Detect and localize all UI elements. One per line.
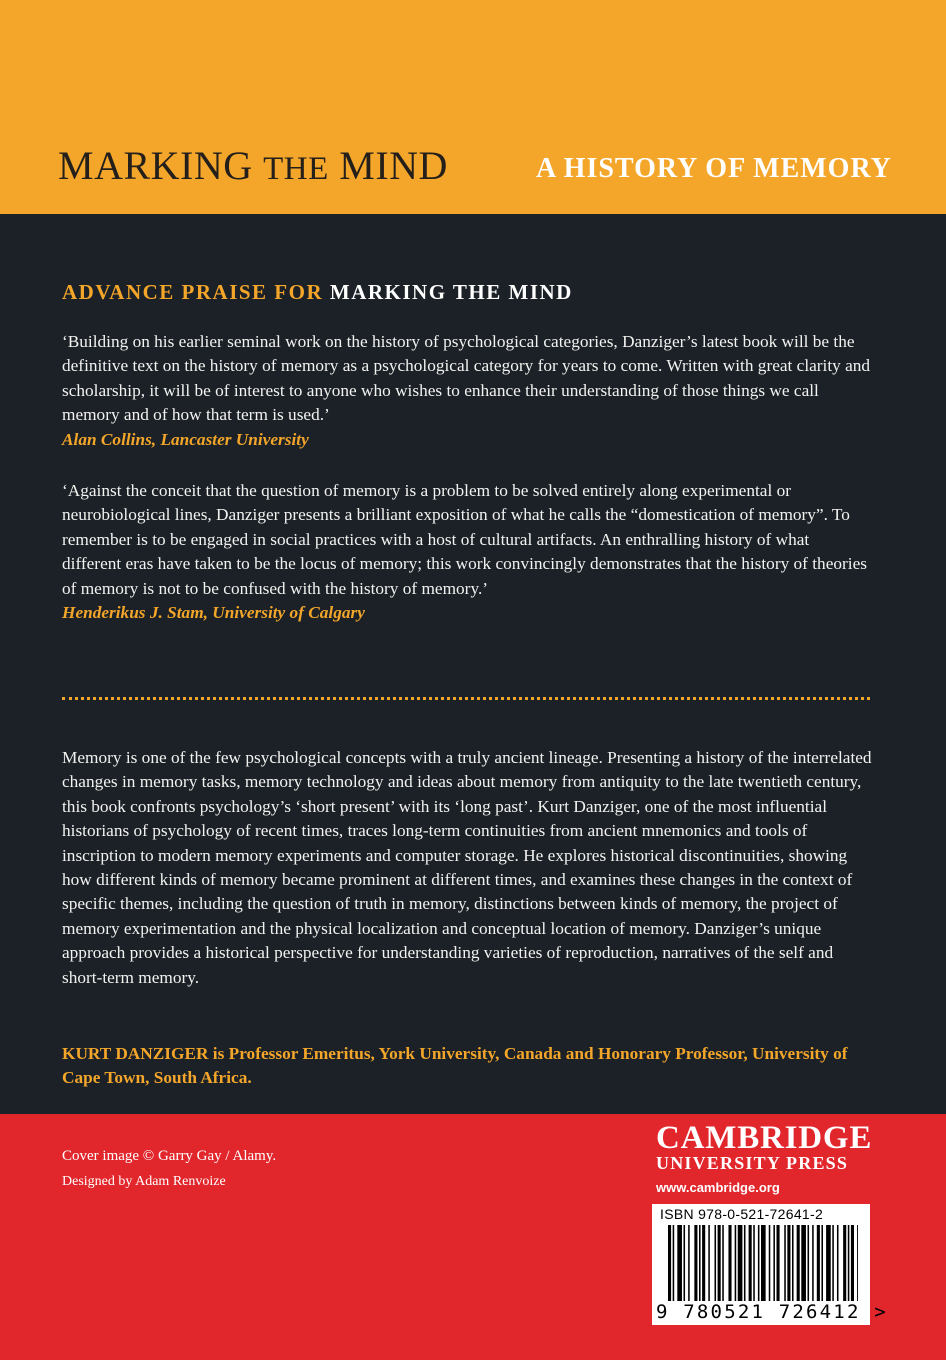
book-title xyxy=(58,142,892,189)
barcode-bar xyxy=(694,1225,697,1301)
barcode-bar xyxy=(668,1225,671,1301)
barcode-bar xyxy=(843,1225,846,1301)
barcode-bar xyxy=(797,1225,800,1301)
designer-credit: Designed by Adam Renvoize xyxy=(62,1174,226,1189)
barcode-bar xyxy=(826,1225,831,1301)
title-the: THE xyxy=(263,151,329,187)
barcode-bar xyxy=(684,1225,686,1301)
barcode-bar xyxy=(812,1225,814,1301)
barcode-bar xyxy=(673,1225,675,1301)
barcode-bar xyxy=(792,1225,794,1301)
barcode-bars xyxy=(668,1225,858,1301)
quote-text: ‘Building on his earlier seminal work on the history of psychological categories, Danziger’s latest book will be the definitive text on the history of memory as a psychological category for years to come. Written with great clarity and scholarship, it will be of interest to anyone who wishes to enhance their understanding of those things we call memory and of how that term is used.’ xyxy=(62,332,871,425)
barcode-bar xyxy=(837,1225,839,1301)
barcode-bar xyxy=(848,1225,850,1301)
barcode-bar xyxy=(744,1225,746,1301)
barcode-bar xyxy=(699,1225,701,1301)
barcode-bar xyxy=(702,1225,705,1301)
quote-attribution: Alan Collins, Lancaster University xyxy=(62,429,309,449)
title-main: MARKING THE MIND xyxy=(58,143,448,188)
barcode-bar xyxy=(735,1225,737,1301)
ean-digits: 9 780521 726412 > xyxy=(656,1301,888,1323)
barcode-bar xyxy=(769,1225,771,1301)
praise-heading-book: MARKING THE MIND xyxy=(329,280,573,304)
barcode-bar xyxy=(688,1225,690,1301)
publisher-name: CAMBRIDGE xyxy=(656,1120,873,1156)
publisher-subname: UNIVERSITY PRESS xyxy=(656,1153,849,1173)
book-subtitle: A HISTORY OF MEMORY xyxy=(536,153,892,184)
barcode-bar xyxy=(801,1225,806,1301)
praise-quote-2 xyxy=(62,479,872,625)
barcode-bar xyxy=(715,1225,717,1301)
quote-attribution: Henderikus J. Stam, University of Calgary xyxy=(62,603,365,623)
barcode-bar xyxy=(677,1225,682,1301)
barcode-bar xyxy=(821,1225,823,1301)
cover-image-credit: Cover image © Garry Gay / Alamy. xyxy=(62,1148,277,1164)
barcode-bar xyxy=(753,1225,755,1301)
barcode-bar xyxy=(758,1225,760,1301)
author-bio: KURT DANZIGER is Professor Emeritus, York University, Canada and Honorary Professor, University of Cape Town, South Africa. xyxy=(62,1044,848,1088)
praise-heading xyxy=(62,280,573,305)
quote-text: ‘Against the conceit that the question of memory is a problem to be solved entirely along experimental or neurobiological lines, Danziger presents a brilliant exposition of what he calls the “domestication of memory”. To remember is to be engaged in social practices with a host of cultural artifacts. An enthralling history of what different eras have taken to be the locus of memory; this work convincingly demonstrates that the history of theories of memory is not to be confused with the history of memory.’ xyxy=(62,481,867,598)
barcode-bar xyxy=(817,1225,820,1301)
barcode-bar xyxy=(722,1225,724,1301)
isbn-label: ISBN 978-0-521-72641-2 xyxy=(660,1206,824,1222)
barcode-bar xyxy=(808,1225,810,1301)
barcode-bar xyxy=(832,1225,834,1301)
barcode-bar xyxy=(728,1225,731,1301)
barcode-bar xyxy=(773,1225,775,1301)
publisher-url: www.cambridge.org xyxy=(656,1180,780,1195)
barcode-bar xyxy=(857,1225,858,1301)
barcode-bar xyxy=(777,1225,780,1301)
barcode-bar xyxy=(851,1225,854,1301)
barcode-bar xyxy=(738,1225,743,1301)
dotted-divider xyxy=(62,697,870,700)
book-description: Memory is one of the few psychological concepts with a truly ancient lineage. Presenting a history of the interrelated changes in memory tasks, memory technology and ideas about memory from antiquity to the late twentieth century, this book confronts psychology’s ‘short present’ with its ‘long past’. Kurt Danziger, one of the most influential historians of psychology of recent times, traces long-term continuities from ancient mnemonics and tools of inscription to modern memory experiments and computer storage. He explores historical discontinuities, showing how different kinds of memory became prominent at different times, and examines these changes in the context of specific themes, including the question of truth in memory, distinctions between kinds of memory, the project of memory experimentation and the physical localization and conceptual location of memory. Danziger’s unique approach provides a historical perspective for understanding varieties of reproduction, narratives of the self and short-term memory. xyxy=(62,748,872,987)
barcode-bar xyxy=(708,1225,710,1301)
barcode-bar xyxy=(749,1225,752,1301)
barcode-bar xyxy=(761,1225,766,1301)
praise-quote-1 xyxy=(62,330,872,452)
praise-heading-lead: ADVANCE PRAISE FOR xyxy=(62,280,330,304)
barcode xyxy=(652,1204,888,1325)
barcode-bar xyxy=(787,1225,790,1301)
barcode-bar xyxy=(784,1225,786,1301)
barcode-bar xyxy=(718,1225,721,1301)
